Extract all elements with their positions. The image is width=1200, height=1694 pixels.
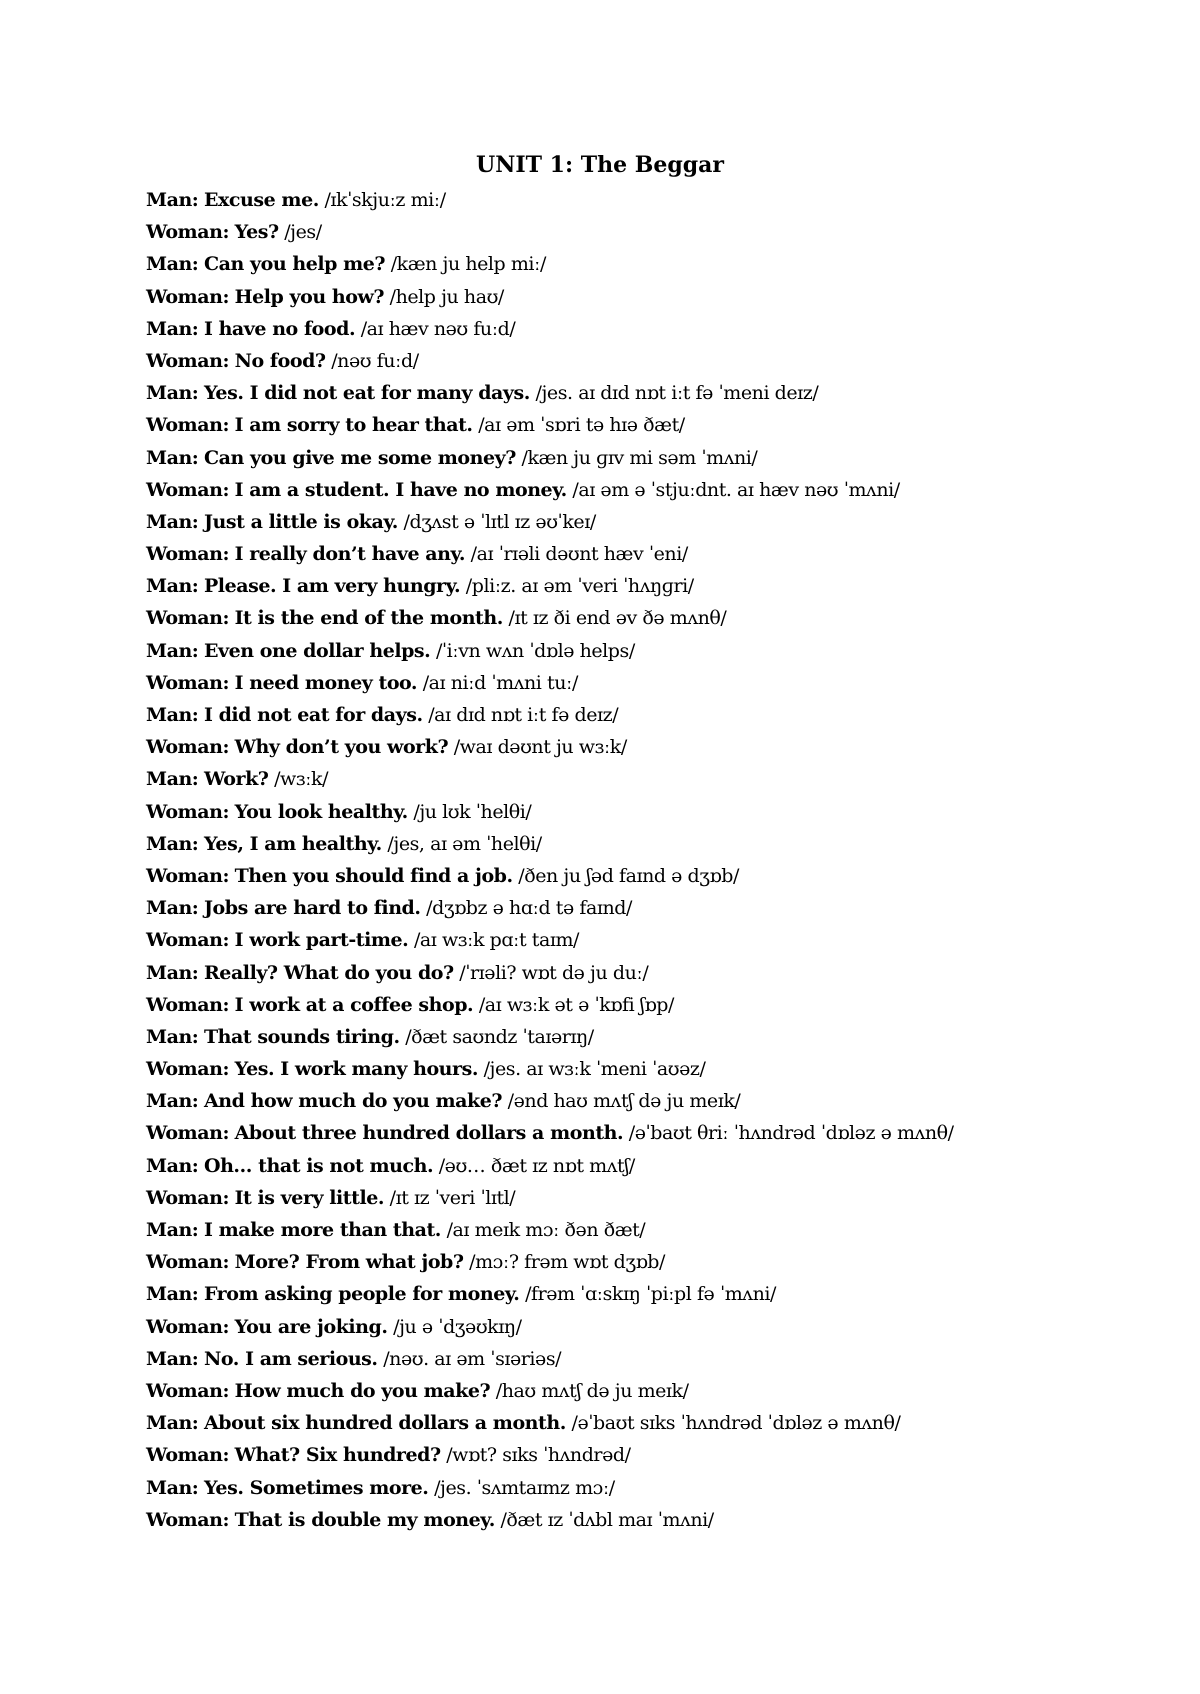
sentence-text: How much do you make? [234,1379,491,1402]
sentence-text: I am a student. I have no money. [234,478,567,501]
ipa-transcription: /aɪ dɪd nɒt iːt fə deɪz/ [428,704,619,726]
speaker-label: Woman: [146,285,230,308]
sentence-text: Then you should find a job. [234,864,513,887]
speaker-label: Woman: [146,543,230,566]
dialogue-line [146,602,1170,634]
speaker-label: Woman: [146,414,230,437]
sentence-text: Yes? [234,221,279,244]
dialogue-line [146,1504,1170,1536]
dialogue-line [146,957,1170,989]
sentence-text: About six hundred dollars a month. [203,1412,566,1435]
dialogue-line [146,1182,1170,1214]
ipa-transcription: /help ju haʊ/ [389,285,504,308]
sentence-text: Yes. I work many hours. [234,1058,479,1081]
speaker-label: Woman: [146,1058,230,1081]
ipa-transcription: /ɪt ɪz ˈveri ˈlɪtl/ [389,1186,516,1209]
dialogue-line [146,474,1170,506]
sentence-text: Help you how? [234,285,385,308]
dialogue-line [146,345,1170,377]
ipa-transcription: /aɪ əm ˈsɒri tə hɪə ðæt/ [478,414,685,437]
sentence-text: Please. I am very hungry. [203,575,461,598]
speaker-label: Man: [146,1154,199,1177]
speaker-label: Man: [146,1283,199,1306]
ipa-transcription: /ðen ju ʃəd faɪnd ə dʒɒb/ [518,864,739,887]
dialogue-line [146,313,1170,345]
speaker-label: Woman: [146,1444,230,1467]
dialogue-line [146,570,1170,602]
sentence-text: I need money too. [234,671,418,694]
speaker-label: Man: [146,1090,199,1113]
speaker-label: Woman: [146,800,230,823]
dialogue-line [146,1117,1170,1149]
dialogue-line [146,216,1170,248]
speaker-label: Man: [146,253,199,276]
dialogue-line [146,1246,1170,1278]
ipa-transcription: /aɪ hæv nəʊ fuːd/ [360,317,516,340]
dialogue-line [146,409,1170,441]
sentence-text: Yes. Sometimes more. [203,1476,429,1499]
dialogue-line [146,1053,1170,1085]
speaker-label: Woman: [146,929,230,952]
speaker-label: Man: [146,189,199,211]
dialogue-line [146,635,1170,667]
sentence-text: And how much do you make? [203,1090,503,1113]
dialogue-line [146,506,1170,538]
sentence-text: That sounds tiring. [203,1025,400,1048]
ipa-transcription: /pliːz. aɪ əm ˈveri ˈhʌŋɡri/ [465,575,694,598]
dialogue-line [146,1021,1170,1053]
speaker-label: Woman: [146,607,230,630]
sentence-text: Why don’t you work? [234,736,449,759]
speaker-label: Man: [146,639,199,662]
dialogue-line [146,1214,1170,1246]
sentence-text: You are joking. [234,1315,388,1338]
sentence-text: I am sorry to hear that. [234,414,473,437]
speaker-label: Woman: [146,1251,230,1274]
ipa-transcription: /kæn ju ɡɪv mi səm ˈmʌni/ [521,446,758,469]
ipa-transcription: /ˈrɪəli? wɒt də ju duː/ [459,961,649,984]
ipa-transcription: /dʒɒbz ə hɑːd tə faɪnd/ [426,897,632,920]
sentence-text: Just a little is okay. [203,510,398,533]
dialogue-line [146,924,1170,956]
speaker-label: Man: [146,1476,199,1499]
ipa-transcription: /əʊ… ðæt ɪz nɒt mʌtʃ/ [438,1154,635,1177]
dialogue-line [146,442,1170,474]
dialogue-line [146,731,1170,763]
speaker-label: Man: [146,382,199,405]
speaker-label: Man: [146,704,199,726]
ipa-transcription: /jes, aɪ əm ˈhelθi/ [387,832,542,855]
dialogue-line [146,1439,1170,1471]
ipa-transcription: /dʒʌst ə ˈlɪtl ɪz əʊˈkeɪ/ [403,510,596,533]
sentence-text: I have no food. [203,317,356,340]
ipa-transcription: /əˈbaʊt θriː ˈhʌndrəd ˈdɒləz ə mʌnθ/ [628,1122,954,1145]
speaker-label: Man: [146,446,199,469]
speaker-label: Woman: [146,1315,230,1338]
speaker-label: Woman: [146,671,230,694]
dialogue-line [146,1150,1170,1182]
ipa-transcription: /frəm ˈɑːskɪŋ ˈpiːpl fə ˈmʌni/ [525,1283,776,1306]
sentence-text: Jobs are hard to find. [203,897,421,920]
sentence-text: What? Six hundred? [234,1444,441,1467]
ipa-transcription: /ju ə ˈdʒəʊkɪŋ/ [393,1315,522,1338]
ipa-transcription: /nəʊ fuːd/ [331,349,419,372]
dialogue-line [146,1375,1170,1407]
dialogue-line [146,281,1170,313]
sentence-text: That is double my money. [234,1508,495,1531]
ipa-transcription: /aɪ wɜːk pɑːt taɪm/ [413,929,579,952]
sentence-text: It is the end of the month. [234,607,503,630]
sentence-text: Work? [203,768,269,791]
sentence-text: Yes, I am healthy. [203,832,382,855]
ipa-transcription: /jes. aɪ dɪd nɒt iːt fə ˈmeni deɪz/ [535,382,819,405]
ipa-transcription: /jes. aɪ wɜːk ˈmeni ˈaʊəz/ [483,1058,706,1081]
ipa-transcription: /əˈbaʊt sɪks ˈhʌndrəd ˈdɒləz ə mʌnθ/ [571,1412,901,1435]
ipa-transcription: /ju lʊk ˈhelθi/ [413,800,532,823]
dialogue-line [146,1472,1170,1504]
sentence-text: Can you give me some money? [203,446,516,469]
sentence-text: Even one dollar helps. [203,639,431,662]
sentence-text: No. I am serious. [203,1347,378,1370]
ipa-transcription: /ɪt ɪz ði end əv ðə mʌnθ/ [508,607,727,630]
ipa-transcription: /nəʊ. aɪ əm ˈsɪəriəs/ [383,1347,562,1370]
sentence-text: It is very little. [234,1186,385,1209]
sentence-text: From asking people for money. [203,1283,520,1306]
ipa-transcription: /aɪ meɪk mɔː ðən ðæt/ [446,1219,646,1241]
ipa-transcription: /kæn ju help miː/ [390,253,546,276]
ipa-transcription: /ðæt saʊndz ˈtaɪərɪŋ/ [405,1025,594,1048]
sentence-text: More? From what job? [234,1251,464,1274]
speaker-label: Man: [146,961,199,984]
speaker-label: Man: [146,897,199,920]
speaker-label: Woman: [146,349,230,372]
ipa-transcription: /ˈiːvn wʌn ˈdɒlə helps/ [435,639,635,662]
speaker-label: Woman: [146,864,230,887]
speaker-label: Man: [146,832,199,855]
sentence-text: Excuse me. [203,189,319,211]
ipa-transcription: /waɪ dəʊnt ju wɜːk/ [453,736,627,759]
ipa-transcription: /aɪ əm ə ˈstjuːdnt. aɪ hæv nəʊ ˈmʌni/ [572,478,900,501]
ipa-transcription: /mɔː? frəm wɒt dʒɒb/ [469,1251,665,1274]
ipa-transcription: /aɪ wɜːk ət ə ˈkɒfi ʃɒp/ [478,993,674,1016]
ipa-transcription: /wɒt? sɪks ˈhʌndrəd/ [446,1444,631,1467]
speaker-label: Man: [146,1219,199,1241]
speaker-label: Woman: [146,221,230,244]
ipa-transcription: /wɜːk/ [274,768,329,791]
sentence-text: No food? [234,349,326,372]
speaker-label: Man: [146,317,199,340]
dialogue-line [146,699,1170,731]
speaker-label: Woman: [146,1379,230,1402]
speaker-label: Woman: [146,478,230,501]
dialogue-line [146,828,1170,860]
sentence-text: I make more than that. [203,1219,441,1241]
sentence-text: Really? What do you do? [203,961,454,984]
ipa-transcription: /jes/ [284,221,322,244]
dialogue-line [146,1311,1170,1343]
dialogue-list [146,184,1170,1536]
dialogue-line [146,763,1170,795]
speaker-label: Man: [146,1347,199,1370]
speaker-label: Woman: [146,1508,230,1531]
ipa-transcription: /haʊ mʌtʃ də ju meɪk/ [495,1379,689,1402]
dialogue-line [146,1343,1170,1375]
dialogue-line [146,538,1170,570]
ipa-transcription: /ðæt ɪz ˈdʌbl maɪ ˈmʌni/ [500,1508,714,1531]
dialogue-line [146,796,1170,828]
dialogue-line [146,1278,1170,1310]
sentence-text: I work at a coffee shop. [234,993,474,1016]
speaker-label: Woman: [146,1122,230,1145]
sentence-text: You look healthy. [234,800,408,823]
speaker-label: Man: [146,575,199,598]
speaker-label: Man: [146,510,199,533]
ipa-transcription: /ənd haʊ mʌtʃ də ju meɪk/ [507,1090,741,1113]
dialogue-line [146,860,1170,892]
sentence-text: Yes. I did not eat for many days. [203,382,530,405]
ipa-transcription: /aɪ niːd ˈmʌni tuː/ [422,671,578,694]
speaker-label: Man: [146,768,199,791]
speaker-label: Woman: [146,736,230,759]
sentence-text: I did not eat for days. [203,704,423,726]
speaker-label: Woman: [146,993,230,1016]
ipa-transcription: /jes. ˈsʌmtaɪmz mɔː/ [434,1476,615,1499]
dialogue-line [146,1407,1170,1439]
page-title: UNIT 1: The Beggar [476,152,724,178]
sentence-text: I work part-time. [234,929,409,952]
dialogue-line [146,248,1170,280]
dialogue-line [146,989,1170,1021]
speaker-label: Man: [146,1412,199,1435]
ipa-transcription: /aɪ ˈrɪəli dəʊnt hæv ˈeni/ [470,543,688,566]
sentence-text: I really don’t have any. [234,543,466,566]
speaker-label: Man: [146,1025,199,1048]
dialogue-line [146,184,1170,216]
sentence-text: About three hundred dollars a month. [234,1122,624,1145]
dialogue-line [146,1085,1170,1117]
dialogue-line [146,667,1170,699]
sentence-text: Can you help me? [203,253,386,276]
dialogue-line [146,377,1170,409]
ipa-transcription: /ɪkˈskjuːz miː/ [324,189,446,211]
speaker-label: Woman: [146,1186,230,1209]
sentence-text: Oh… that is not much. [203,1154,434,1177]
dialogue-line [146,892,1170,924]
